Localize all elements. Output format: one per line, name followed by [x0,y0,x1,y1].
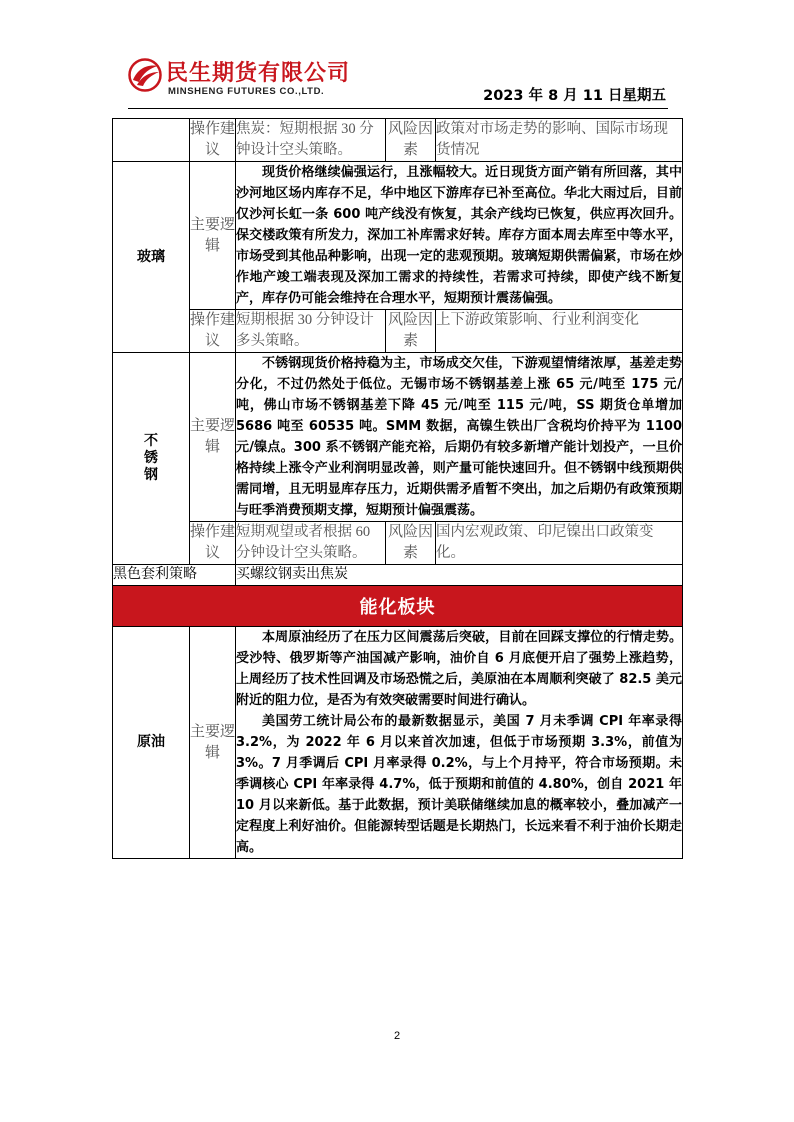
steel-risk-value: 国内宏观政策、印尼镍出口政策变化。 [436,522,683,565]
logic-label: 主要逻辑 [190,162,236,310]
glass-logic-paragraph: 现货价格继续偏强运行，且涨幅较大。近日现货方面产销有所回落，其中沙河地区场内库存不足，华中地区下游库存已补至高位。华北大雨过后，目前仅沙河长虹一条 600 吨产线没有恢复，其余产线均已恢复，供应再次回升。保交楼政策有所发力，深加工补库需求好转。库存方面本周去库至中等水平，市场受到其他品种影响，出现一定的悲观预期。玻璃短期供需偏紧，市场在炒作地产竣工端表现及深加工需求的持续性，若需求可持续，即使产线不断复产，库存仍可能会维持在合理水平，短期预计震荡偏强。 [236,165,682,306]
risk-label: 风险因素 [386,119,436,162]
glass-op-row [113,310,683,353]
op-label: 操作建议 [190,119,236,162]
logic-label: 主要逻辑 [190,627,236,859]
coke-risk-value: 政策对市场走势的影响、国际市场现货情况 [436,119,683,162]
crude-logic-paragraph-2: 美国劳工统计局公布的最新数据显示，美国 7 月未季调 CPI 年率录得 3.2%，为 2022 年 6 月以来首次加速，但低于市场预期 3.3%，前值为 3%。7 月季调后 CPI 月率录得 0.2%，与上个月持平，符合市场预期。未季调核心 CPI 年率录得 4.7%，低于预期和前值的 4.80%，创自 2021 年 10 月以来新低。基于此数据，预计美联储继续加息的概率较小，叠加减产一定程度上利好油价。但能源转型话题是长期热门，长远来看不利于油价长期走高。 [236,714,682,855]
glass-logic-row [113,162,683,310]
coke-op-value: 焦炭：短期根据 30 分钟设计空头策略。 [236,119,386,162]
report-date: 2023 年 8 月 11 日星期五 [483,88,666,104]
logic-label: 主要逻辑 [190,353,236,522]
coke-op-row [113,119,683,162]
glass-logic-text [236,162,683,310]
risk-label: 风险因素 [386,522,436,565]
coke-category-cell [113,119,190,162]
crude-logic-paragraph-1: 本周原油经历了在压力区间震荡后突破，目前在回踩支撑位的行情走势。受沙特、俄罗斯等产油国减产影响，油价自 6 月底便开启了强势上涨趋势，上周经历了技术性回调及市场恐慌之后，美原油在本周顺利突破了 82.5 美元附近的阻力位，是否为有效突破需要时间进行确认。 [236,630,682,708]
company-name-en: MINSHENG FUTURES CO.,LTD. [168,86,325,97]
steel-op-value: 短期观望或者根据 60 分钟设计空头策略。 [236,522,386,565]
op-label: 操作建议 [190,522,236,565]
crude-category: 原油 [113,627,190,859]
black-arb-row [113,565,683,586]
glass-op-value: 短期根据 30 分钟设计多头策略。 [236,310,386,353]
crude-logic-row [113,627,683,859]
black-arb-label: 黑色套利策略 [113,565,236,586]
glass-risk-value: 上下游政策影响、行业利润变化 [436,310,683,353]
page-header [0,0,794,112]
header-rule [128,108,668,109]
op-label: 操作建议 [190,310,236,353]
minsheng-logo-icon [128,58,162,92]
strategy-table [112,118,683,859]
company-name-cn: 民生期货有限公司 [166,61,351,86]
steel-category-label: 不锈钢 [144,433,158,483]
crude-logic-text [236,627,683,859]
steel-category [113,353,190,565]
steel-op-row [113,522,683,565]
page-number: 2 [393,1030,401,1042]
energy-section-title: 能化板块 [113,586,683,627]
glass-category: 玻璃 [113,162,190,353]
risk-label: 风险因素 [386,310,436,353]
steel-logic-text [236,353,683,522]
black-arb-value: 买螺纹钢卖出焦炭 [236,565,683,586]
steel-logic-row [113,353,683,522]
energy-section-row [113,586,683,627]
steel-logic-paragraph: 不锈钢现货价格持稳为主，市场成交欠佳，下游观望情绪浓厚，基差走势分化，不过仍然处于低位。无锡市场不锈钢基差上涨 65 元/吨至 175 元/吨，佛山市场不锈钢基差下降 45 元/吨至 115 元/吨，SS 期货仓单增加 5686 吨至 60535 吨。SMM 数据，高镍生铁出厂含税均价持平为 1100 元/镍点。300 系不锈钢产能充裕，后期仍有较多新增产能计划投产，一旦价格持续上涨令产业利润明显改善，则产量可能快速回升。但不锈钢中线预期供需同增，且无明显库存压力，近期供需矛盾暂不突出，加之后期仍有政策预期与旺季消费预期支撑，短期预计偏强震荡。 [236,356,682,518]
